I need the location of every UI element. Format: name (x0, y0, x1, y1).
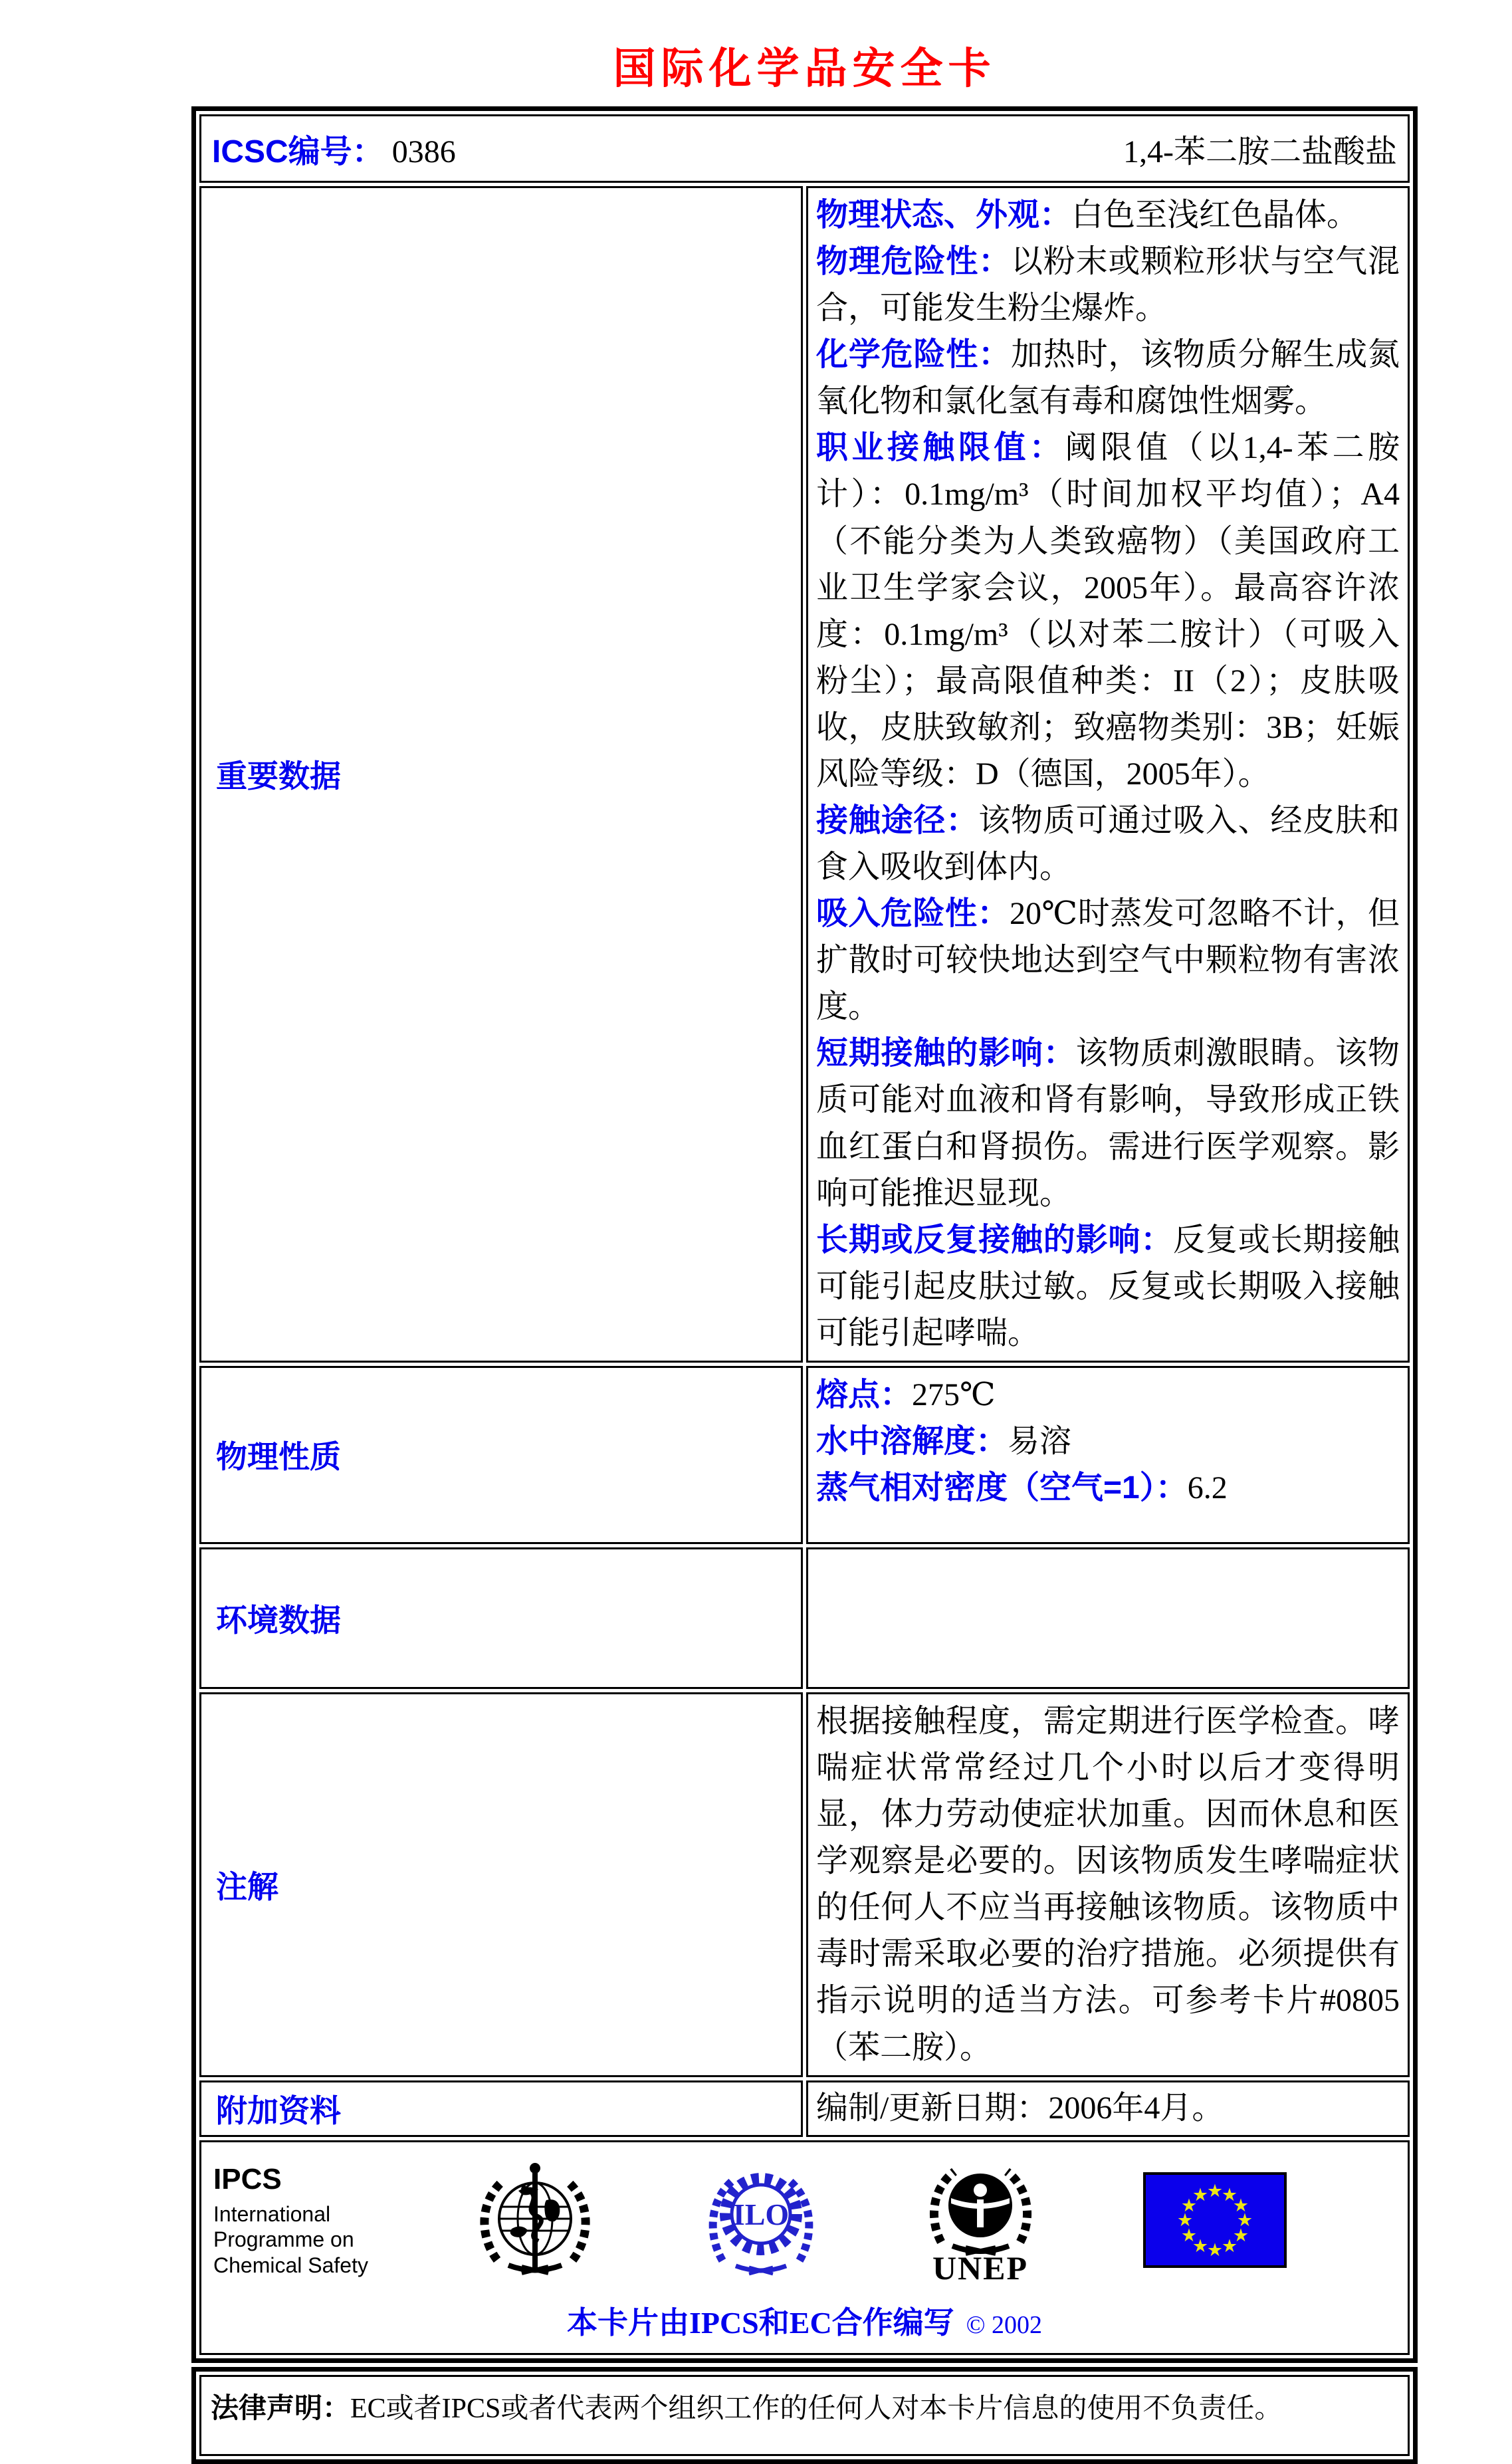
svg-text:★: ★ (1180, 2195, 1198, 2217)
legal-notice-label: 法律声明： (211, 2392, 351, 2423)
notes-content (806, 1692, 1410, 2077)
section-label-important-data: 重要数据 (216, 758, 341, 794)
credit-text: 本卡片由IPCS和EC合作编写 (566, 2305, 954, 2340)
legal-notice-table (191, 2367, 1418, 2464)
icsc-card (191, 106, 1418, 2363)
field-chemical-danger: 化学危险性：加热时，该物质分解生成氮氧化物和氯化氢有毒和腐蚀性烟雾。 (816, 337, 1400, 419)
additional-info-content (806, 2080, 1410, 2137)
svg-text:★: ★ (1206, 2181, 1224, 2202)
environmental-data-row (199, 1547, 1410, 1689)
logo-strip (209, 2146, 1400, 2285)
footer-row (199, 2140, 1410, 2355)
physical-properties-row (199, 1366, 1410, 1544)
ilo-logo-text: ILO (732, 2197, 790, 2231)
section-label-notes: 注解 (216, 1868, 278, 1904)
ipcs-title: IPCS (213, 2163, 282, 2196)
ipcs-text-block: IPCS International Programme on Chemical Safety (213, 2163, 368, 2277)
important-data-row (199, 186, 1410, 1363)
field-long-term-effects: 长期或反复接触的影响：反复或长期接触可能引起皮肤过敏。反复或长期吸入接触可能引起哮喘。 (816, 1222, 1400, 1351)
update-date-text: 编制/更新日期：2006年4月。 (816, 2090, 1224, 2126)
header-row (199, 114, 1410, 183)
svg-text:★: ★ (1236, 2210, 1253, 2231)
eu-flag-icon (1143, 2172, 1287, 2268)
copyright-text: © 2002 (966, 2310, 1043, 2339)
chemical-name: 1,4-苯二胺二盐酸盐 (1123, 134, 1397, 169)
icsc-number-label: ICSC编号： (212, 134, 384, 169)
environmental-data-content (806, 1547, 1410, 1689)
field-water-solubility: 水中溶解度：易溶 (816, 1424, 1072, 1460)
page-title: 国际化学品安全卡 (613, 45, 996, 92)
section-label-physical-properties: 物理性质 (216, 1439, 341, 1475)
svg-text:★: ★ (1221, 2185, 1238, 2206)
field-short-term-effects: 短期接触的影响：该物质刺激眼睛。该物质可能对血液和肾有影响，导致形成正铁血红蛋白和肾损伤。需进行医学观察。影响可能推迟显现。 (816, 1036, 1400, 1211)
additional-info-row (199, 2080, 1410, 2137)
field-physical-danger: 物理危险性：以粉末或颗粒形状与空气混合，可能发生粉尘爆炸。 (816, 244, 1400, 326)
section-label-additional-info: 附加资料 (216, 2092, 341, 2128)
svg-text:★: ★ (1221, 2236, 1238, 2257)
notes-row (199, 1692, 1410, 2077)
legal-notice-cell (199, 2375, 1410, 2456)
unep-logo-icon (922, 2156, 1039, 2285)
legal-notice-text: EC或者IPCS或者代表两个组织工作的任何人对本卡片信息的使用不负责任。 (350, 2393, 1283, 2424)
svg-text:★: ★ (1176, 2210, 1194, 2231)
svg-text:★: ★ (1232, 2195, 1249, 2217)
icsc-number-group (212, 126, 456, 171)
svg-text:★: ★ (1232, 2225, 1249, 2247)
svg-text:★: ★ (1206, 2240, 1224, 2261)
header-cell (199, 114, 1410, 183)
physical-properties-content (806, 1366, 1410, 1544)
legal-notice-row (199, 2375, 1410, 2456)
unep-logo-text: UNEP (932, 2249, 1029, 2285)
icsc-number-value: 0386 (391, 134, 456, 169)
field-inhalation-risk: 吸入危险性：20℃时蒸发可忽略不计，但扩散时可较快地达到空气中颗粒物有害浓度。 (816, 896, 1400, 1025)
svg-text:★: ★ (1192, 2185, 1209, 2206)
field-vapor-density: 蒸气相对密度（空气=1）：6.2 (816, 1470, 1228, 1506)
footer-cell (199, 2140, 1410, 2355)
field-exposure-routes: 接触途径：该物质可通过吸入、经皮肤和食入吸收到体内。 (816, 803, 1400, 885)
svg-text:★: ★ (1192, 2236, 1209, 2257)
field-physical-state: 物理状态、外观：白色至浅红色晶体。 (816, 197, 1359, 233)
who-logo-icon (472, 2159, 598, 2282)
field-occupational-limits: 职业接触限值：阈限值（以1,4-苯二胺计）：0.1mg/m³（时间加权平均值）；A4（不能分类为人类致癌物）（美国政府工业卫生学家会议，2005年）。最高容许浓度：0.1mg/m³（以对苯二胺计）（可吸入粉尘）；最高限值种类：II（2）；皮肤吸收，皮肤致敏剂；致癌物类别：3B；妊娠风险等级：D（德国，2005年）。 (816, 430, 1400, 792)
notes-text: 根据接触程度，需定期进行医学检查。哮喘症状常常经过几个小时以后才变得明显，体力劳动使症状加重。因而休息和医学观察是必要的。因该物质发生哮喘症状的任何人不应当再接触该物质。该物质中毒时需采取必要的治疗措施。必须提供有指示说明的适当方法。可参考卡片#0805（苯二胺）。 (816, 1703, 1400, 2065)
credit-line (209, 2298, 1400, 2342)
important-data-content (806, 186, 1410, 1363)
section-label-environmental-data: 环境数据 (216, 1602, 341, 1638)
field-melting-point: 熔点：275℃ (816, 1377, 996, 1412)
svg-text:★: ★ (1180, 2225, 1198, 2247)
ilo-logo-icon (702, 2162, 819, 2279)
